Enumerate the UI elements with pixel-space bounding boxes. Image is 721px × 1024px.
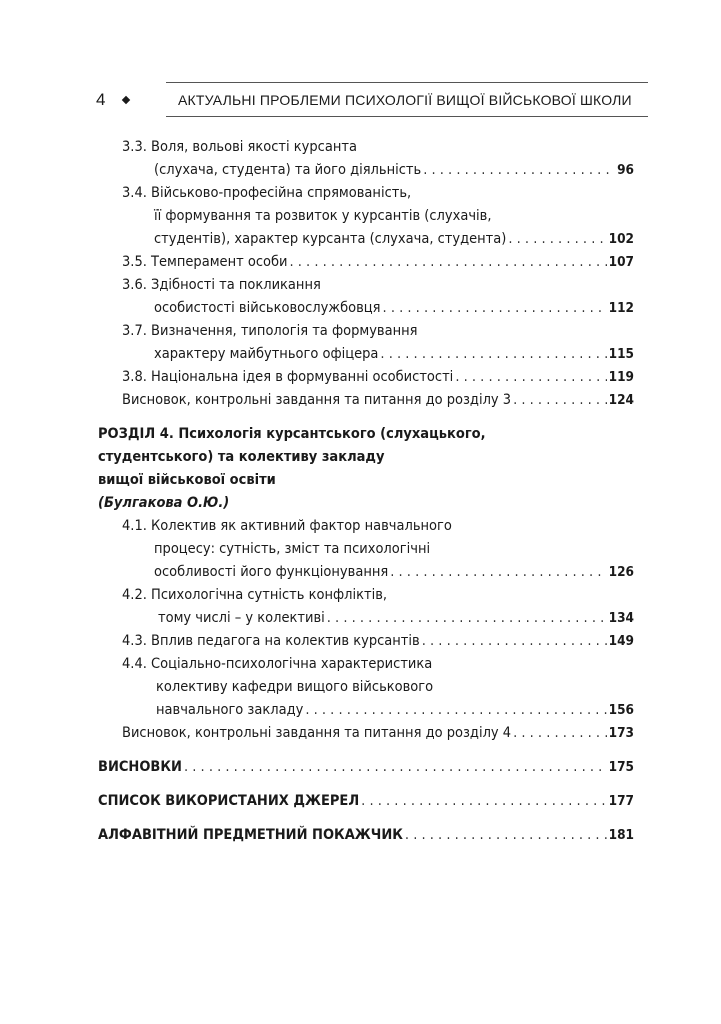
toc-entry-4-1 — [154, 561, 634, 583]
running-title: АКТУАЛЬНІ ПРОБЛЕМИ ПСИХОЛОГІЇ ВИЩОЇ ВІЙСЬКОВОЇ ШКОЛИ — [178, 92, 632, 108]
toc-entry-3-7-line2: характеру майбутнього офіцера — [154, 346, 379, 362]
leader-dots — [405, 824, 607, 846]
toc-entry-4-1-line2: процесу: сутність, зміст та психологічні — [154, 541, 431, 557]
leader-dots — [455, 366, 606, 388]
toc-page-4-2: 134 — [608, 610, 634, 626]
toc-entry-3-3 — [154, 159, 634, 181]
toc-entry-3-4-line1: 3.4. Військово-професійна спрямованість, — [122, 185, 412, 201]
leader-dots — [361, 790, 606, 812]
toc-entry-4-2-line1: 4.2. Психологічна сутність конфліктів, — [122, 587, 388, 603]
chapter-4-heading-line3: вищої військової освіти — [98, 472, 276, 488]
toc-entry-3-6-line1: 3.6. Здібності та покликання — [122, 277, 321, 293]
chapter-4-heading-line2: студентського) та колективу закладу — [98, 449, 385, 465]
leader-dots — [390, 561, 606, 583]
page-number: 4 — [96, 90, 106, 109]
leader-dots — [289, 251, 606, 273]
toc-page-conclusion-3: 124 — [608, 392, 634, 408]
toc-page-3-3: 96 — [617, 162, 634, 178]
toc-entry-3-6 — [154, 297, 634, 319]
toc-entry-index-label: АЛФАВІТНИЙ ПРЕДМЕТНИЙ ПОКАЖЧИК — [98, 827, 403, 843]
toc-entry-3-3-line1: 3.3. Воля, вольові якості курсанта — [122, 139, 357, 155]
toc-page-3-8: 119 — [608, 369, 634, 385]
toc-entry-3-6-line2: особистості військовослужбовця — [154, 300, 381, 316]
toc-page-conclusion-4: 173 — [608, 725, 634, 741]
toc-entry-4-1-line3: особливості його функціонування — [154, 564, 389, 580]
diamond-bullet-icon — [122, 96, 130, 104]
toc-entry-3-5-line1: 3.5. Темперамент особи — [122, 254, 288, 270]
toc-entry-3-4-line3: студентів), характер курсанта (слухача, студента) — [154, 231, 507, 247]
leader-dots — [327, 607, 607, 629]
toc-page-3-5: 107 — [608, 254, 634, 270]
toc-entry-3-4-line2: її формування та розвиток у курсантів (слухачів, — [154, 208, 492, 224]
leader-dots — [423, 159, 615, 181]
leader-dots — [422, 630, 607, 652]
toc-entry-3-4 — [154, 228, 634, 250]
leader-dots — [513, 722, 607, 744]
toc-entry-4-4 — [156, 699, 634, 721]
toc-entry-conclusions-label: ВИСНОВКИ — [98, 759, 182, 775]
toc-entry-4-4-line1: 4.4. Соціально-психологічна характеристика — [122, 656, 433, 672]
leader-dots — [380, 343, 606, 365]
toc-entry-3-7 — [154, 343, 634, 365]
toc-page-3-6: 112 — [608, 300, 634, 316]
leader-dots — [508, 228, 606, 250]
toc-entry-conclusion-4 — [122, 722, 634, 744]
toc-entry-3-5 — [122, 251, 634, 273]
leader-dots — [184, 756, 607, 778]
header-top-rule — [166, 82, 648, 83]
leader-dots — [305, 699, 606, 721]
toc-page-index: 181 — [608, 827, 634, 843]
header-bottom-rule — [166, 116, 648, 117]
leader-dots — [513, 389, 607, 411]
toc-page-3-7: 115 — [608, 346, 634, 362]
toc-entry-4-3 — [122, 630, 634, 652]
chapter-4-heading-line1: РОЗДІЛ 4. Психологія курсантського (слухацького, — [98, 426, 486, 442]
toc-entry-4-4-line3: навчального закладу — [156, 702, 304, 718]
toc-entry-index — [98, 824, 634, 846]
toc-entry-4-2-line2: тому числі – у колективі — [158, 610, 325, 626]
toc-page-3-4: 102 — [608, 231, 634, 247]
toc-page-conclusions: 175 — [608, 759, 634, 775]
chapter-4-author: (Булгакова О.Ю.) — [98, 495, 230, 511]
toc-page-4-4: 156 — [608, 702, 634, 718]
toc-page-4-1: 126 — [608, 564, 634, 580]
leader-dots — [383, 297, 607, 319]
toc-entry-references — [98, 790, 634, 812]
toc-entry-conclusion-3-line1: Висновок, контрольні завдання та питання до розділу 3 — [122, 392, 512, 408]
running-header — [96, 82, 648, 118]
toc-page-references: 177 — [608, 793, 634, 809]
toc-entry-3-3-line2: (слухача, студента) та його діяльність — [154, 162, 422, 178]
toc-entry-3-8-line1: 3.8. Національна ідея в формуванні особистості — [122, 369, 454, 385]
toc-entry-conclusion-3 — [122, 389, 634, 411]
toc-entry-4-1-line1: 4.1. Колектив як активний фактор навчального — [122, 518, 452, 534]
toc-entry-conclusion-4-line1: Висновок, контрольні завдання та питання до розділу 4 — [122, 725, 512, 741]
toc-entry-4-3-line1: 4.3. Вплив педагога на колектив курсантів — [122, 633, 420, 649]
toc-entry-4-2 — [158, 607, 634, 629]
toc-entry-conclusions — [98, 756, 634, 778]
toc-entry-4-4-line2: колективу кафедри вищого військового — [156, 679, 434, 695]
toc-entry-references-label: СПИСОК ВИКОРИСТАНИХ ДЖЕРЕЛ — [98, 793, 360, 809]
toc-entry-3-8 — [122, 366, 634, 388]
toc-entry-3-7-line1: 3.7. Визначення, типологія та формування — [122, 323, 418, 339]
toc-page-4-3: 149 — [608, 633, 634, 649]
